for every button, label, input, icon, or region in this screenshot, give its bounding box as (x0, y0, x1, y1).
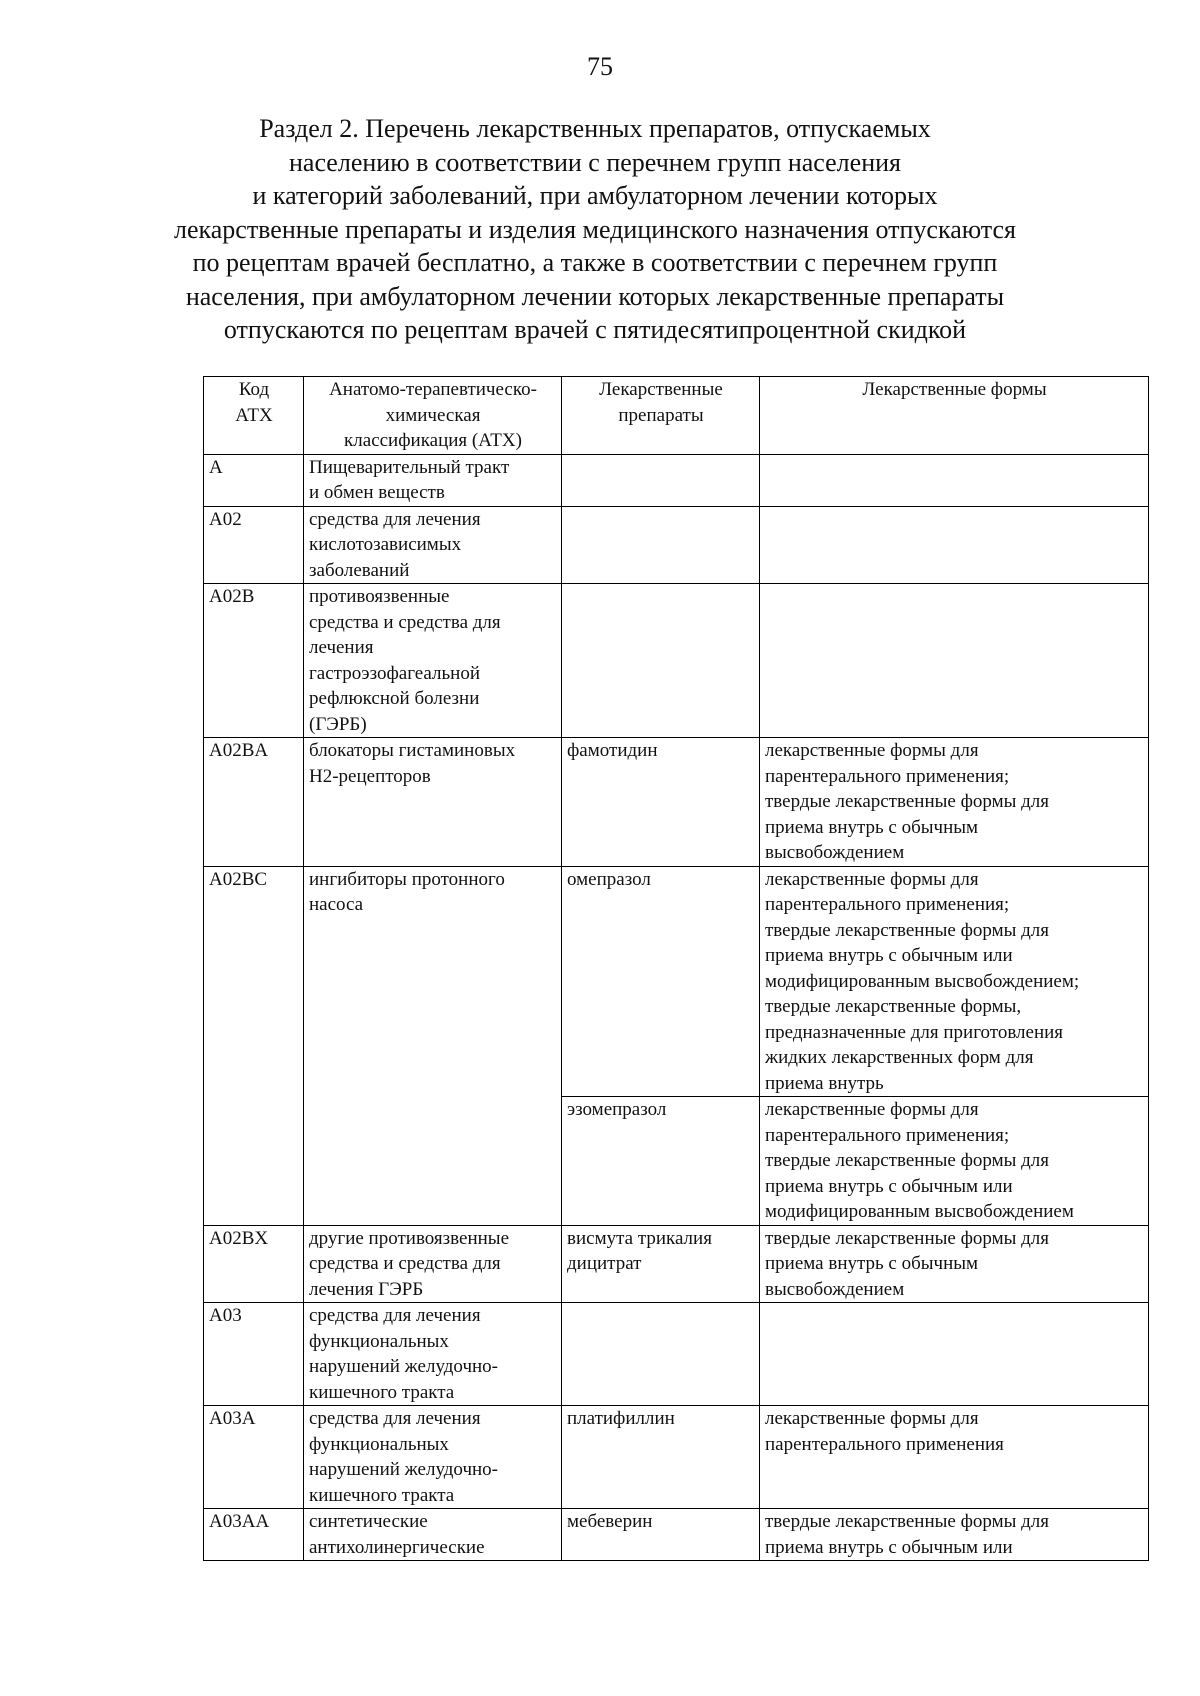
atx-code-cell: A02BC (204, 866, 304, 1225)
atx-code-cell: A03A (204, 1406, 304, 1509)
table-row (204, 866, 1149, 1097)
atx-code-cell: A02B (204, 584, 304, 738)
section-title-line: Раздел 2. Перечень лекарственных препаратов, отпускаемых (259, 114, 931, 143)
forms-cell: твердые лекарственные формы для приема внутрь с обычным высвобождением (760, 1225, 1149, 1303)
atx-code-cell: A (204, 454, 304, 506)
section-title (150, 112, 1040, 347)
table-row (204, 454, 1149, 506)
table-row (204, 1225, 1149, 1303)
drug-cell: платифиллин (562, 1406, 760, 1509)
forms-cell (760, 584, 1149, 738)
classification-cell: синтетические антихолинергические (304, 1509, 562, 1561)
section-title-line: населению в соответствии с перечнем групп населения (289, 147, 901, 177)
drug-cell (562, 506, 760, 584)
classification-cell: другие противоязвенные средства и средства для лечения ГЭРБ (304, 1225, 562, 1303)
classification-cell: Пищеварительный тракт и обмен веществ (304, 454, 562, 506)
classification-cell: ингибиторы протонного насоса (304, 866, 562, 1225)
drug-cell: фамотидин (562, 738, 760, 867)
drug-cell: эзомепразол (562, 1097, 760, 1226)
classification-cell: средства для лечения кислотозависимых заболеваний (304, 506, 562, 584)
forms-cell (760, 454, 1149, 506)
table-row (204, 1406, 1149, 1509)
table-row (204, 506, 1149, 584)
header-forms: Лекарственные формы (760, 377, 1149, 455)
forms-cell: лекарственные формы для парентерального применения; твердые лекарственные формы для приема внутрь с обычным высвобождением (760, 738, 1149, 867)
forms-cell: лекарственные формы для парентерального применения; твердые лекарственные формы для приема внутрь с обычным или модифицированным высвобождением; твердые лекарственные формы, предназначенные для приготовления жидких лекарственных форм для приема внутрь (760, 866, 1149, 1097)
drug-cell: омепразол (562, 866, 760, 1097)
forms-cell: лекарственные формы для парентерального применения (760, 1406, 1149, 1509)
atx-code-cell: A03 (204, 1303, 304, 1406)
table-row (204, 1303, 1149, 1406)
atx-code-cell: A02BA (204, 738, 304, 867)
drug-cell (562, 1303, 760, 1406)
section-title-line: по рецептам врачей бесплатно, а также в соответствии с перечнем групп (192, 248, 998, 277)
drug-cell (562, 454, 760, 506)
section-title-line: отпускаются по рецептам врачей с пятидесятипроцентной скидкой (223, 315, 967, 344)
classification-cell: противоязвенные средства и средства для лечения гастроэзофагеальной рефлюксной болезни (ГЭРБ) (304, 584, 562, 738)
forms-cell: лекарственные формы для парентерального применения; твердые лекарственные формы для приема внутрь с обычным или модифицированным высвобождением (760, 1097, 1149, 1226)
atx-code-cell: A02 (204, 506, 304, 584)
forms-cell: твердые лекарственные формы для приема внутрь с обычным или (760, 1509, 1149, 1561)
section-title-line: населения, при амбулаторном лечении которых лекарственные препараты (185, 281, 1005, 311)
header-drugs: Лекарственные препараты (562, 377, 760, 455)
header-code: Код АТХ (204, 377, 304, 455)
table-header-row (204, 377, 1149, 455)
header-classification: Анатомо-терапевтическо- химическая классификация (АТХ) (304, 377, 562, 455)
classification-cell: средства для лечения функциональных нарушений желудочно- кишечного тракта (304, 1406, 562, 1509)
table-row (204, 738, 1149, 867)
atx-code-cell: A02BX (204, 1225, 304, 1303)
table-row (204, 584, 1149, 738)
table-row (204, 1509, 1149, 1561)
forms-cell (760, 506, 1149, 584)
classification-cell: средства для лечения функциональных нарушений желудочно- кишечного тракта (304, 1303, 562, 1406)
page-number: 75 (587, 52, 613, 81)
drug-cell: мебеверин (562, 1509, 760, 1561)
section-title-line: и категорий заболеваний, при амбулаторном лечении которых (252, 181, 938, 210)
drug-cell (562, 584, 760, 738)
section-title-line: лекарственные препараты и изделия медицинского назначения отпускаются (173, 214, 1016, 244)
drug-cell: висмута трикалия дицитрат (562, 1225, 760, 1303)
atx-code-cell: A03AA (204, 1509, 304, 1561)
atx-drug-table (203, 376, 1149, 1561)
forms-cell (760, 1303, 1149, 1406)
classification-cell: блокаторы гистаминовых Н2-рецепторов (304, 738, 562, 867)
